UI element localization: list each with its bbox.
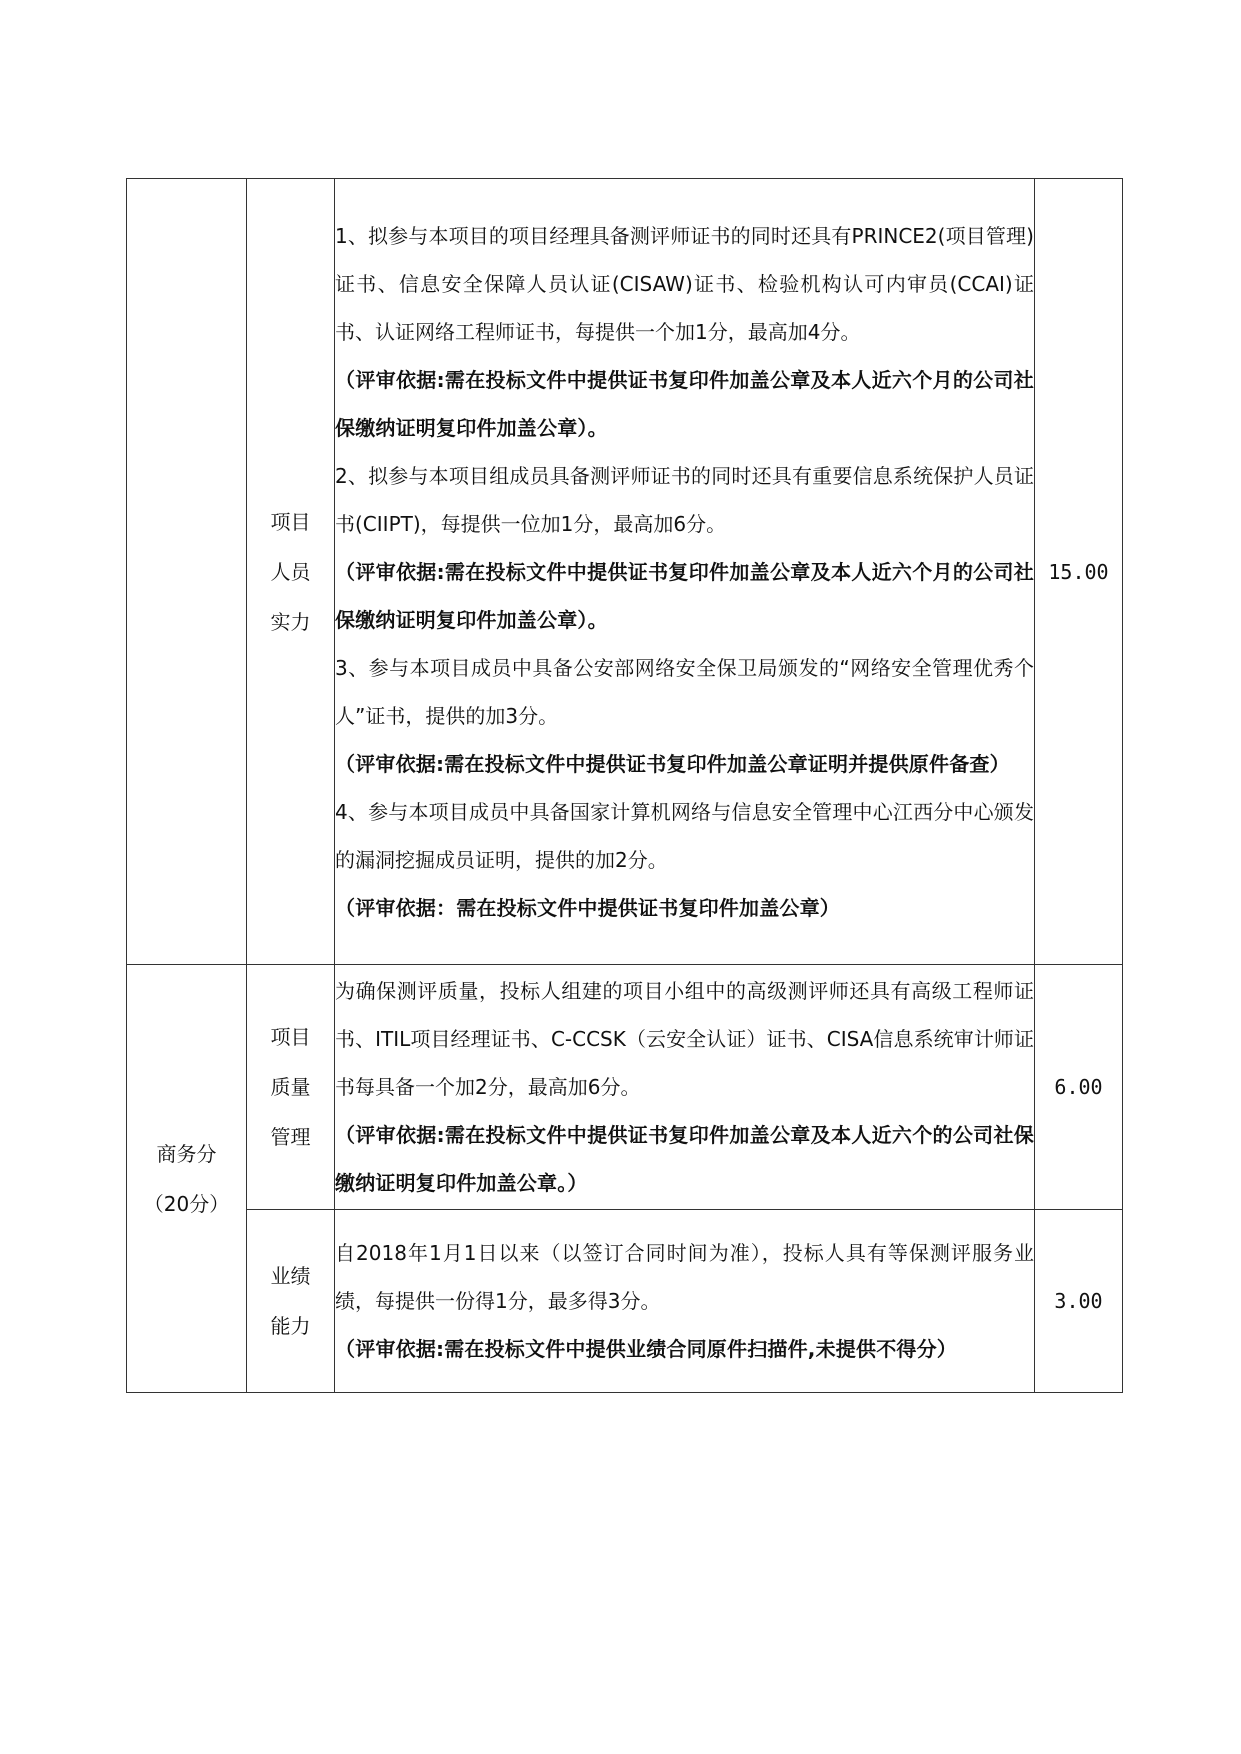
category-points: （20分）	[143, 1191, 230, 1216]
category-cell-empty	[127, 179, 247, 965]
criteria-basis: （评审依据:需在投标文件中提供证书复印件加盖公章及本人近六个月的公司社保缴纳证明复印件加盖公章）。	[335, 367, 1034, 440]
criteria-text: 为确保测评质量，投标人组建的项目小组中的高级测评师还具有高级工程师证书、ITIL项目经理证书、C-CCSK（云安全认证）证书、CISA信息系统审计师证书每具备一个加2分，最高加6分。	[335, 979, 1034, 1099]
table-row	[127, 1210, 1123, 1393]
subcategory-line: 实力	[270, 609, 311, 634]
subcategory-line: 人员	[270, 559, 311, 584]
score-value: 3.00	[1035, 1210, 1123, 1393]
subcategory-line: 质量	[270, 1075, 311, 1099]
subcategory-line: 能力	[270, 1314, 311, 1338]
subcategory-cell	[247, 965, 335, 1210]
criteria-basis: （评审依据:需在投标文件中提供证书复印件加盖公章及本人近六个的公司社保缴纳证明复印件加盖公章。）	[335, 1123, 1034, 1195]
subcategory-line: 项目	[270, 1025, 311, 1049]
criteria-text: 3、参与本项目成员中具备公安部网络安全保卫局颁发的“网络安全管理优秀个人”证书，提供的加3分。	[335, 655, 1034, 728]
table-row	[127, 179, 1123, 965]
subcategory-line: 管理	[270, 1125, 311, 1149]
subcategory-cell	[247, 1210, 335, 1393]
score-value: 15.00	[1035, 179, 1123, 965]
criteria-cell	[335, 1210, 1035, 1393]
criteria-text: 自2018年1月1日以来（以签订合同时间为准），投标人具有等保测评服务业绩，每提供一份得1分，最多得3分。	[335, 1241, 1034, 1313]
criteria-cell	[335, 965, 1035, 1210]
criteria-text: 1、拟参与本项目的项目经理具备测评师证书的同时还具有PRINCE2(项目管理)证书、信息安全保障人员认证(CISAW)证书、检验机构认可内审员(CCAI)证书、认证网络工程师证书，每提供一个加1分，最高加4分。	[335, 223, 1034, 344]
criteria-basis: （评审依据:需在投标文件中提供证书复印件加盖公章及本人近六个月的公司社保缴纳证明复印件加盖公章）。	[335, 559, 1034, 632]
criteria-text: 4、参与本项目成员中具备国家计算机网络与信息安全管理中心江西分中心颁发的漏洞挖掘成员证明，提供的加2分。	[335, 799, 1034, 872]
subcategory-cell	[247, 179, 335, 965]
criteria-basis: （评审依据:需在投标文件中提供证书复印件加盖公章证明并提供原件备查）	[335, 751, 1010, 776]
category-cell	[127, 965, 247, 1393]
table-row	[127, 965, 1123, 1210]
criteria-text: 2、拟参与本项目组成员具备测评师证书的同时还具有重要信息系统保护人员证书(CIIPT)，每提供一位加1分，最高加6分。	[335, 463, 1034, 536]
criteria-basis: （评审依据:需在投标文件中提供业绩合同原件扫描件,未提供不得分）	[335, 1337, 957, 1361]
subcategory-line: 项目	[270, 509, 311, 534]
category-label: 商务分	[156, 1141, 217, 1166]
criteria-basis: （评审依据：需在投标文件中提供证书复印件加盖公章）	[335, 895, 840, 920]
criteria-cell	[335, 179, 1035, 965]
score-value: 6.00	[1035, 965, 1123, 1210]
subcategory-line: 业绩	[270, 1264, 311, 1288]
scoring-table	[126, 178, 1123, 1393]
